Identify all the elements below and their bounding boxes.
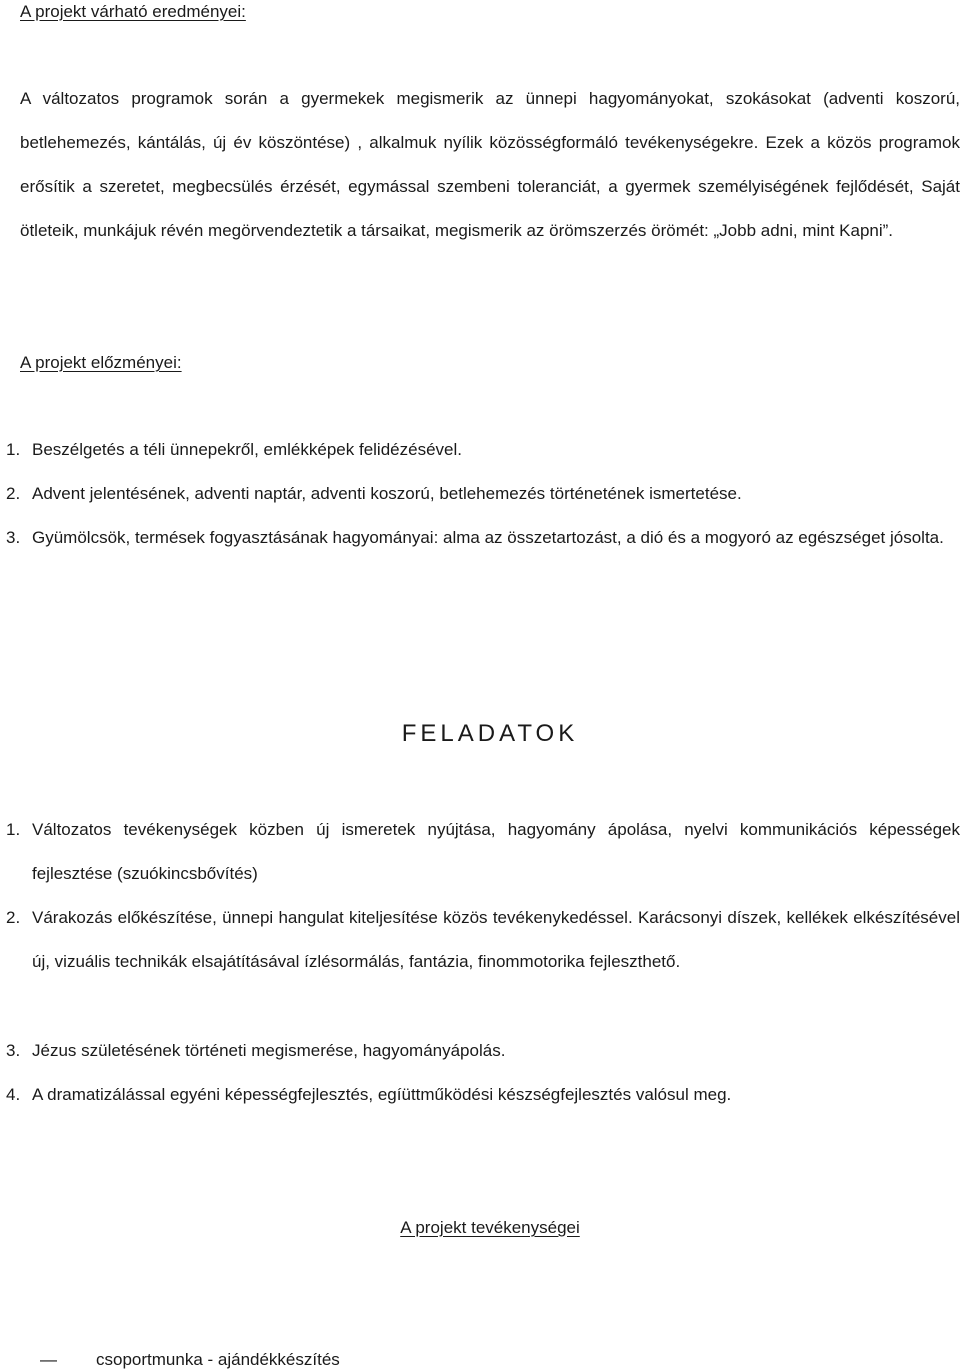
activity-bullet-1 (40, 1350, 340, 1370)
item-text: Gyümölcsök, termések fogyasztásának hagyományai: alma az összetartozást, a dió és a mogyoró az egészséget jósolta. (32, 528, 944, 547)
item-text: Jézus születésének történeti megismerése, hagyományápolás. (32, 1041, 506, 1060)
results-heading: A projekt várható eredményei: (20, 2, 246, 21)
item-text: Változatos tevékenységek közben új ismeretek nyújtása, hagyomány ápolása, nyelvi kommunikációs képességek fejlesztése (szuókincsbővítés) (32, 820, 960, 883)
item-number: 4. (6, 1085, 21, 1104)
antecedents-heading: A projekt előzményei: (20, 353, 182, 372)
item-text: Advent jelentésének, adventi naptár, adventi koszorú, betlehemezés történetének ismertetése. (32, 484, 742, 503)
task-item-4 (6, 1073, 960, 1117)
item-text: Várakozás előkészítése, ünnepi hangulat kiteljesítése közös tevékenykedéssel. Karácsonyi díszek, kellékek elkészítésével új, vizuális technikák elsajátításával ízlésormálás, fantázia, finommotorika fejleszthető. (32, 908, 960, 971)
activities-heading-text: A projekt tevékenységei (400, 1218, 580, 1237)
bullet-text: csoportmunka - ajándékkészítés (96, 1350, 340, 1369)
tasks-title: FELADATOK (401, 720, 579, 747)
item-number: 2. (6, 484, 21, 503)
item-text: Beszélgetés a téli ünnepekről, emlékképek felidézésével. (32, 440, 462, 459)
item-number: 3. (6, 528, 21, 547)
results-paragraph: A változatos programok során a gyermekek megismerik az ünnepi hagyományokat, szokásokat (adventi koszorú, betlehemezés, kántálás, új év köszöntése) , alkalmuk nyílik közösségformáló tevékenységekre. Ezek a közös programok erősítik a szeretet, megbecsülés érzését, egymással szembeni toleranciát, a gyermek személyiségének fejlődését, Saját ötleteik, munkájuk révén megörvendeztetik a társaikat, megismerik az örömszerzés örömét: „Jobb adni, mint Kapni”. (20, 89, 960, 240)
task-item-2 (6, 896, 960, 984)
antecedent-item-2 (6, 472, 960, 516)
task-item-1 (6, 808, 960, 896)
item-number: 1. (6, 440, 21, 459)
item-text: A dramatizálással egyéni képességfejlesztés, egíüttműködési készségfejlesztés valósul meg. (32, 1085, 732, 1104)
antecedent-item-3 (6, 516, 960, 560)
dash-bullet: — (40, 1350, 57, 1369)
item-number: 1. (6, 820, 21, 839)
task-item-3 (6, 1029, 960, 1073)
activities-heading (0, 1218, 960, 1238)
item-number: 2. (6, 908, 21, 927)
item-number: 3. (6, 1041, 21, 1060)
antecedent-item-1 (6, 428, 960, 472)
